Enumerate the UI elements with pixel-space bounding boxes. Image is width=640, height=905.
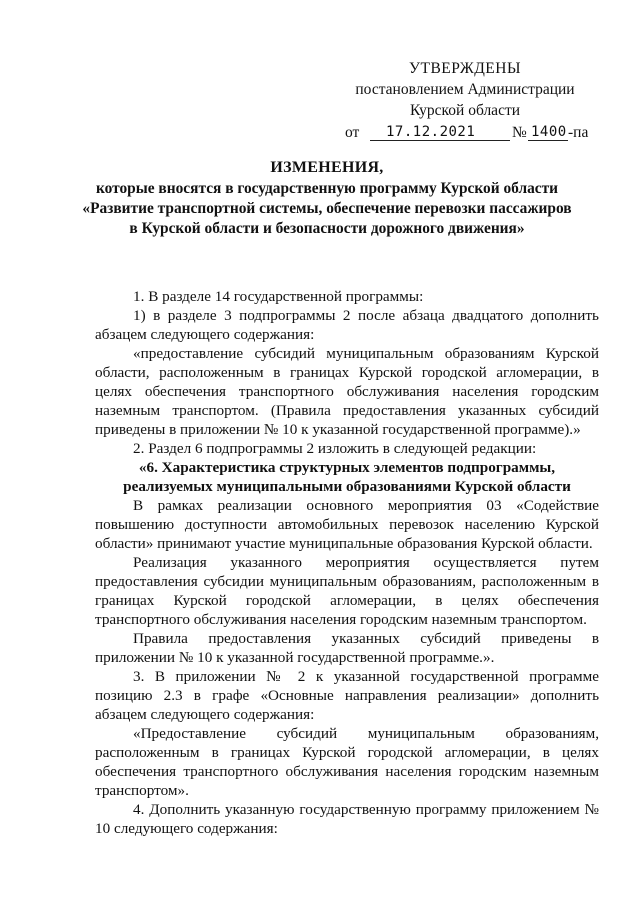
approval-block [330, 58, 600, 144]
approval-number: 1400 [531, 124, 567, 140]
paragraph-1: 1. В разделе 14 государственной программы: [133, 288, 424, 305]
paragraph-8: 3. В приложении № 2 к указанной государственной программе позицию 2.3 в графе «Основные направления реализации» дополнить абзацем следующего содержания: [95, 668, 599, 723]
approval-line-2: Курской области [409, 102, 521, 119]
number-prefix: № [512, 124, 527, 141]
title-line-2: которые вносятся в государственную программу Курской области [95, 180, 559, 197]
document-body [95, 287, 599, 838]
paragraph-4: 2. Раздел 6 подпрограммы 2 изложить в следующей редакции: [133, 440, 537, 457]
paragraph-10: 4. Дополнить указанную государственную программу приложением № 10 следующего содержания: [95, 801, 599, 837]
paragraph-5: В рамках реализации основного мероприятия 03 «Содействие повышению доступности автомобильных перевозок населению Курской области» принимают участие муниципальные образования Курской области. [95, 497, 599, 552]
title-line-3: «Развитие транспортной системы, обеспечение перевозки пассажиров [82, 200, 572, 217]
approval-heading: УТВЕРЖДЕНЫ [409, 60, 521, 77]
approval-line-1: постановлением Администрации [355, 81, 575, 98]
number-suffix: -па [568, 124, 589, 141]
section-heading-line-1: «6. Характеристика структурных элементов подпрограммы, [138, 459, 556, 476]
paragraph-6: Реализация указанного мероприятия осуществляется путем предоставления субсидии муниципальным образованиям, расположенным в границах Курской городской агломерации, в целях обеспечения транспортного обслуживания населения городским наземным транспортом. [95, 554, 599, 628]
date-prefix: от [345, 124, 360, 141]
section-heading-line-2: реализуемых муниципальными образованиями Курской области [123, 478, 571, 495]
paragraph-2: 1) в разделе 3 подпрограммы 2 после абзаца двадцатого дополнить абзацем следующего содержания: [95, 307, 599, 343]
paragraph-9: «Предоставление субсидий муниципальным образованиям, расположенным в границах Курской городской агломерации, в целях обеспечения транспортного обслуживания населения городским наземным транспортом». [95, 725, 599, 799]
title-line-4: в Курской области и безопасности дорожного движения» [129, 220, 525, 237]
approval-date-line [330, 122, 600, 144]
title-main: ИЗМЕНЕНИЯ, [270, 159, 384, 176]
document-title [70, 158, 584, 239]
paragraph-7: Правила предоставления указанных субсидий приведены в приложении № 10 к указанной государственной программе.». [95, 630, 599, 666]
paragraph-3: «предоставление субсидий муниципальным образованиям Курской области, расположенным в границах Курской городской агломерации, в целях обеспечения транспортного обслуживания населения городским наземным транспортом. (Правила предоставления указанных субсидий приведены в приложении № 10 к указанной государственной программе).» [95, 345, 599, 438]
approval-date: 17.12.2021 [386, 124, 476, 140]
